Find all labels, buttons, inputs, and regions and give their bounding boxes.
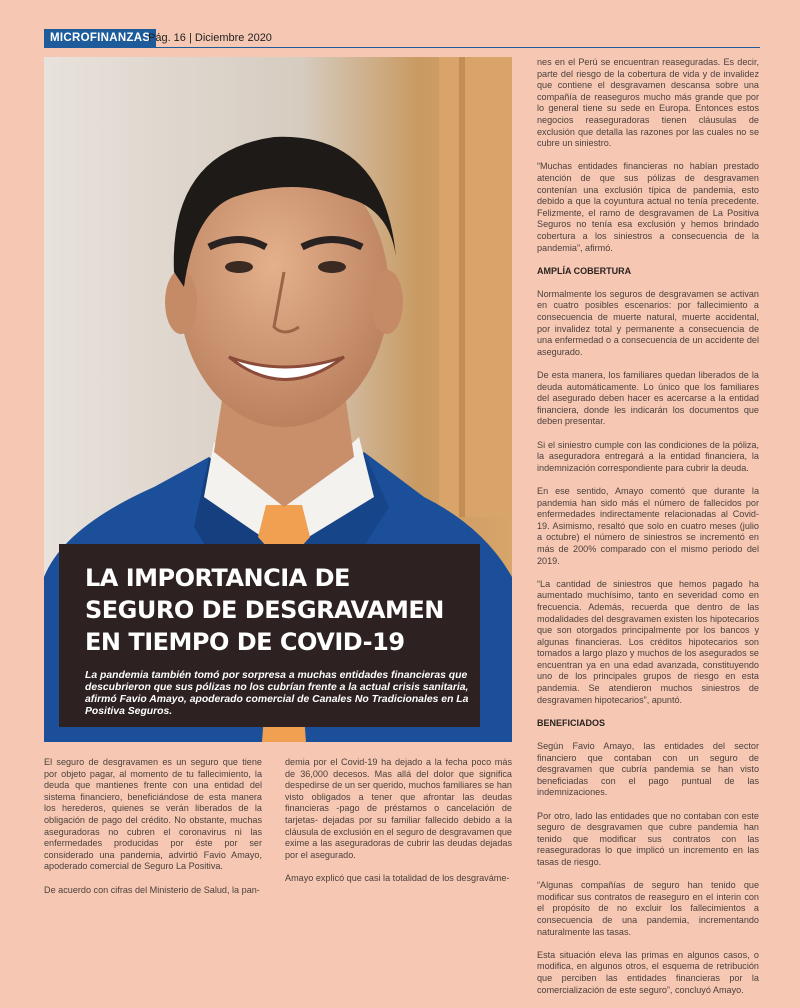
paragraph: Por otro, lado las entidades que no contaban con este seguro de desgravamen que cubre pandemia han tenido que modificar sus contratos con las reaseguradoras lo que implicó un incremento en las tasas de riesgo. (537, 810, 759, 867)
paragraph: Normalmente los seguros de desgravamen se activan en cuatro posibles escenarios: por fallecimiento a consecuencia de muerte natural, muerte accidental, por invalidez total y permanente a consecuencia de una enfermedad o a consecuencia de un accidente del asegurado. (537, 288, 759, 357)
paragraph: nes en el Perú se encuentran reaseguradas. Es decir, parte del riesgo de la cobertura de vida y de invalidez que contiene el desgravamen descansa sobre una compañía de reaseguros mucho más grande que por lo general tiene su sede en Europa. Entonces estos negocios reaseguradoras tienen cláusulas de exclusión que detalla las razones por las cuales no se cubre un siniestro. (537, 57, 759, 149)
text-column-3 (537, 57, 759, 1008)
text-column-2 (285, 757, 512, 896)
paragraph: El seguro de desgravamen es un seguro que tiene por objeto pagar, al momento de tu fallecimiento, la deuda que mantienes frente con una entidad del sistema financiero, beneficiándose de esta manera los herederos, quienes se verán liberados de la obligación de pago del crédito. No obstante, muchas aseguradoras no cubren el coronavirus ni las enfermedades producidas por éste por ser considerado una pandemia, advirtió Favio Amayo, apoderado comercial de Seguro La Positiva. (44, 757, 262, 872)
paragraph: Amayo explicó que casi la totalidad de los desgravámе- (285, 872, 510, 883)
section-heading-beneficiados: BENEFICIADOS (537, 717, 606, 728)
paragraph: “La cantidad de siniestros que hemos pagado ha aumentado muchísimo, tanto en severidad como en frecuencia. Además, recuerda que dentro de las modalidades del desgravamen existen los hipotecarios que son otorgados principalmente por los bancos y algunas financieras. Los créditos hipotecarios son tomados a largo plazo y muchos de los asegurados se encuentran ya en una edad avanzada, constituyendo uno de los principales grupos de riesgo en esta pandemia. Se atendieron muchos siniestros de desgravamen hipotecarios”, apuntó. (537, 578, 759, 705)
paragraph: En ese sentido, Amayo comentó que durante la pandemia han sido más el número de fallecidos por enfermedades indirectamente relacionadas al Covid-19. Asimismo, resaltó que solo en cuatro meses (julio a octubre) el número de siniestros se incrementó en más de 200% comparado con el mismo periodo del 2019. (537, 485, 759, 566)
paragraph: Según Favio Amayo, las entidades del sector financiero que contaban con un seguro de desgravamen que cubría pandemia se han visto beneficiadas con el pago puntual de las indemnizaciones. (537, 741, 759, 798)
paragraph: De esta manera, los familiares quedan liberados de la deuda automáticamente. Lo único que los familiares del asegurado deben hacer es acercarse a la entidad financiera, donde les indicarán los documentos que deben presentar. (537, 370, 759, 427)
article-title (85, 562, 475, 658)
title-line-2: SEGURO DE DESGRAVAMEN (85, 596, 444, 624)
headline-box (59, 544, 480, 727)
text-column-1 (44, 757, 262, 908)
paragraph: Esta situación eleva las primas en algunos casos, o modifica, en algunos otros, el esquema de retribución que perciben las entidades financieras por la comercialización de este seguro”, concluyó Amayo. (537, 949, 759, 995)
section-heading-cobertura: AMPLÍA COBERTURA (537, 265, 632, 276)
article-subtitle: La pandemia también tomó por sorpresa a muchas entidades financieras que descubrieron que sus pólizas no los cubrían frente a la actual crisis sanitaria, afirmó Favio Amayo, apoderado comercial de Canales No Tradicionales en La Positiva Seguros. (85, 670, 469, 717)
title-line-1: LA IMPORTANCIA DE (85, 564, 350, 592)
page-info: Pág. 16 | Diciembre 2020 (148, 32, 272, 44)
paragraph: “Algunas compañías de seguro han tenido que modificar sus contratos de reaseguro en el interin con el propósito de no excluir los fallecimientos a consecuencia de una pandemia, incrementando naturalmente las tasas. (537, 880, 759, 937)
paragraph: “Muchas entidades financieras no habían prestado atención de que sus pólizas de desgravamen contenían una exclusión típica de pandemia, esto debido a que la coyuntura actual no tenía precedente. Felizmente, el ramo de desgravamen de La Positiva Seguros no tenía esa exclusión y hemos brindado cobertura a los siniestros a consecuencia de la pandemia”, afirmó. (537, 161, 759, 253)
paragraph: Si el siniestro cumple con las condiciones de la póliza, la aseguradora entregará a la entidad financiera, la indemnización correspondiente para cubrir la deuda. (537, 439, 759, 473)
title-line-3: EN TIEMPO DE COVID-19 (85, 628, 405, 656)
page-header (44, 26, 760, 48)
section-brand: MICROFINANZAS (44, 29, 156, 47)
paragraph: demia por el Covid-19 ha dejado a la fecha poco más de 36,000 decesos. Mas allá del dolor que significa despedirse de un ser querido, muchos familiares se han visto obligados a tener que afrontar las deudas financieras -pago de préstamos o cancelación de tarjetas- dejadas por su familiar fallecido debido a la cláusula de exclusión en el seguro de desgravamen que exime a las aseguradoras de cubrir las deudas dejadas por el asegurado. (285, 757, 512, 860)
paragraph: De acuerdo con cifras del Ministerio de Salud, la pan- (44, 884, 260, 895)
